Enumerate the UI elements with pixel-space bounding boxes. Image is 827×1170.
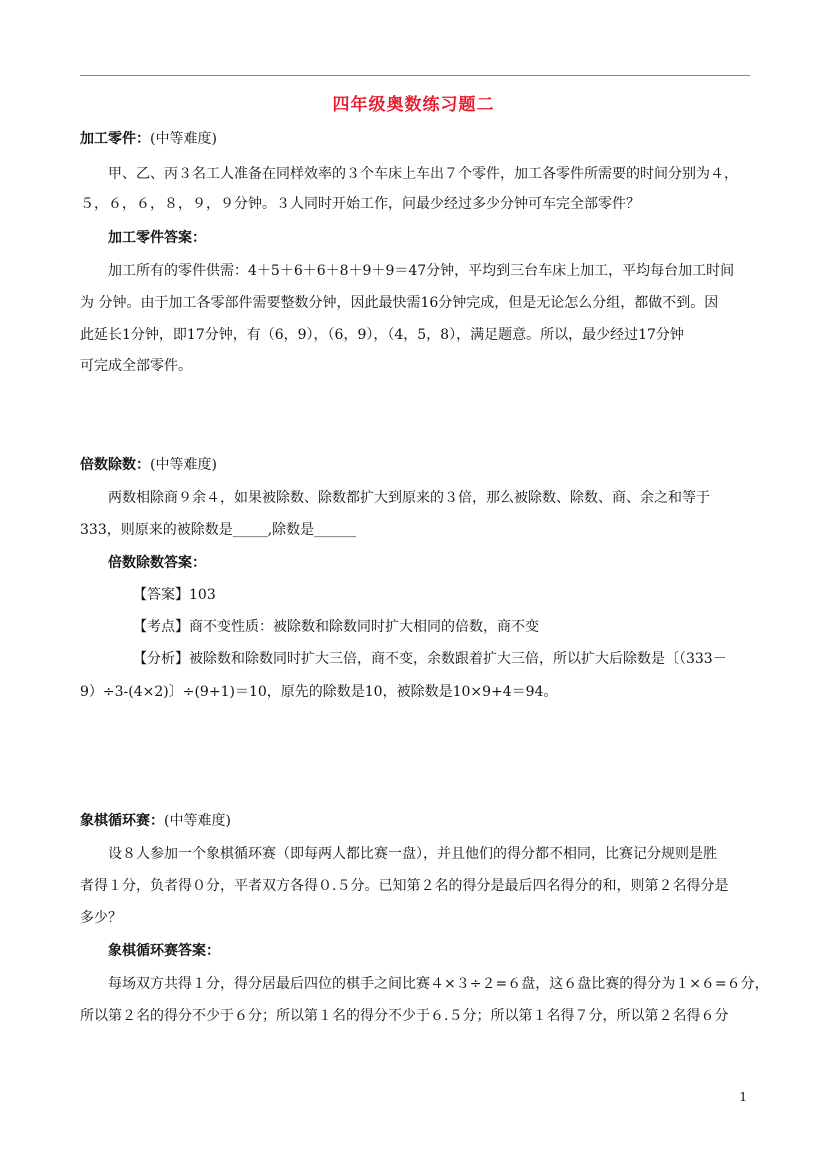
difficulty-label: (中等难度) — [164, 813, 231, 829]
header-rule — [80, 75, 750, 76]
document-title: 四年级奥数练习题二 — [332, 95, 495, 115]
page-number: 1 — [739, 1090, 747, 1104]
section-heading — [80, 813, 231, 830]
section-title: 加工零件： — [80, 131, 150, 147]
answer-line: 所以第２名的得分不少于６分；所以第１名的得分不少于６.５分；所以第１名得７分，所以第２名得６分 — [80, 1008, 729, 1024]
question-line: 者得１分，负者得０分，平者双方各得０.５分。已知第２名的得分是最后四名得分的和，则第２名得分是 — [80, 878, 729, 894]
question-line: 甲、乙、丙３名工人准备在同样效率的３个车床上车出７个零件，加工各零件所需要的时间分别为４， — [108, 166, 738, 182]
answer-line: 【考点】商不变性质：被除数和除数同时扩大相同的倍数，商不变 — [133, 619, 539, 635]
section-title: 象棋循环赛： — [80, 813, 164, 829]
question-line: ５，６，６，８，９，９分钟。３人同时开始工作，问最少经过多少分钟可车完全部零件？ — [80, 196, 640, 212]
answer-heading: 倍数除数答案： — [108, 555, 206, 571]
section-heading — [80, 131, 217, 148]
question-line: 两数相除商９余４，如果被除数、除数都扩大到原来的３倍，那么被除数、除数、商、余之和等于 — [108, 490, 710, 506]
answer-heading: 加工零件答案： — [108, 230, 206, 246]
answer-line: 【答案】103 — [133, 587, 216, 603]
difficulty-label: (中等难度) — [150, 131, 217, 147]
answer-line: 可完成全部零件。 — [80, 358, 192, 374]
answer-heading: 象棋循环赛答案： — [108, 943, 220, 959]
question-line: 多少？ — [80, 910, 122, 926]
answer-line: 【分析】被除数和除数同时扩大三倍，商不变，余数跟着扩大三倍，所以扩大后除数是〔（333－ — [133, 651, 727, 667]
section-title: 倍数除数： — [80, 457, 150, 473]
section-heading — [80, 457, 217, 474]
answer-line: 9）÷3-(4×2)〕÷(9+1)＝10，原先的除数是10，被除数是10×9+4＝94。 — [80, 684, 558, 700]
question-line: 333，则原来的被除数是_____,除数是______ — [80, 522, 357, 538]
question-line: 设８人参加一个象棋循环赛（即每两人都比赛一盘），并且他们的得分都不相同，比赛记分规则是胜 — [108, 846, 717, 862]
answer-line: 每场双方共得１分，得分居最后四位的棋手之间比赛４×３÷２=６盘，这６盘比赛的得分为１×６=６分， — [108, 976, 769, 992]
difficulty-label: (中等难度) — [150, 457, 217, 473]
answer-line: 此延长1分钟，即17分钟，有（6，9），（6，9），（4，5，8），满足题意。所以，最少经过17分钟 — [80, 327, 684, 343]
answer-line: 加工所有的零件供需：4＋5＋6＋6＋8＋9＋9＝47分钟，平均到三台车床上加工，平均每台加工时间 — [108, 263, 735, 279]
answer-line: 为 分钟。由于加工各零部件需要整数分钟，因此最快需16分钟完成，但是无论怎么分组，都做不到。因 — [80, 295, 719, 311]
